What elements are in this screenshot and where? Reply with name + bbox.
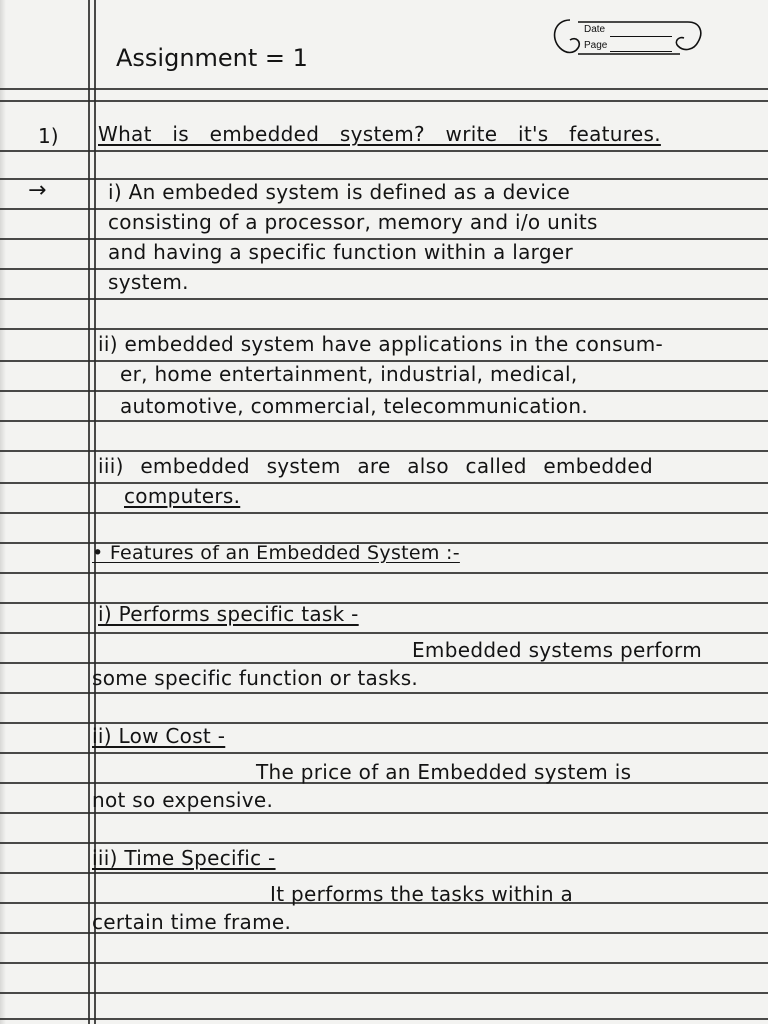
rule-line	[0, 150, 768, 152]
rule-line	[0, 962, 768, 964]
rule-line	[0, 752, 768, 754]
rule-line	[0, 390, 768, 392]
features-heading: • Features of an Embedded System :-	[92, 542, 460, 564]
rule-line	[0, 662, 768, 664]
rule-line	[0, 88, 768, 90]
answer-line: consisting of a processor, memory and i/o units	[108, 210, 598, 234]
rule-line	[0, 812, 768, 814]
question-text: What is embedded system? write it's features.	[98, 122, 661, 146]
rule-line	[0, 100, 768, 102]
rule-line	[0, 482, 768, 484]
assignment-title: Assignment = 1	[116, 44, 308, 72]
rule-line	[0, 1018, 768, 1020]
stamp-page-line	[610, 51, 672, 52]
feature-body: not so expensive.	[92, 788, 274, 812]
answer-line: ii) embedded system have applications in the consum-	[98, 332, 664, 356]
rule-line	[0, 572, 768, 574]
rule-line	[0, 992, 768, 994]
answer-line: iii) embedded system are also called embedded	[98, 454, 653, 478]
answer-line: automotive, commercial, telecommunication.	[120, 394, 588, 418]
feature-body: The price of an Embedded system is	[256, 760, 632, 784]
answer-line: system.	[108, 270, 189, 294]
rule-line	[0, 420, 768, 422]
stamp-scroll-icon	[548, 14, 706, 62]
feature-body: some specific function or tasks.	[92, 666, 419, 690]
answer-line: computers.	[124, 484, 241, 508]
rule-line	[0, 692, 768, 694]
stamp-date-line	[610, 36, 672, 37]
margin-line	[88, 0, 90, 1024]
rule-line	[0, 450, 768, 452]
feature-title: iii) Time Specific -	[92, 846, 276, 870]
stamp-date-label: Date	[584, 24, 606, 35]
rule-line	[0, 842, 768, 844]
rule-line	[0, 632, 768, 634]
answer-line: i) An embeded system is defined as a device	[108, 180, 571, 204]
feature-title: ii) Low Cost -	[92, 724, 226, 748]
answer-line: and having a specific function within a larger	[108, 240, 573, 264]
rule-line	[0, 298, 768, 300]
question-number: 1)	[38, 124, 59, 148]
rule-line	[0, 872, 768, 874]
date-page-stamp	[548, 14, 706, 62]
feature-body: Embedded systems perform	[412, 638, 703, 662]
margin-line	[94, 0, 96, 1024]
feature-body: certain time frame.	[92, 910, 292, 934]
arrow-icon: →	[28, 178, 47, 203]
stamp-page-label: Page	[584, 40, 608, 51]
answer-line: er, home entertainment, industrial, medical,	[120, 362, 578, 386]
feature-body: It performs the tasks within a	[270, 882, 574, 906]
rule-line	[0, 512, 768, 514]
rule-line	[0, 328, 768, 330]
feature-title: i) Performs specific task -	[98, 602, 359, 626]
